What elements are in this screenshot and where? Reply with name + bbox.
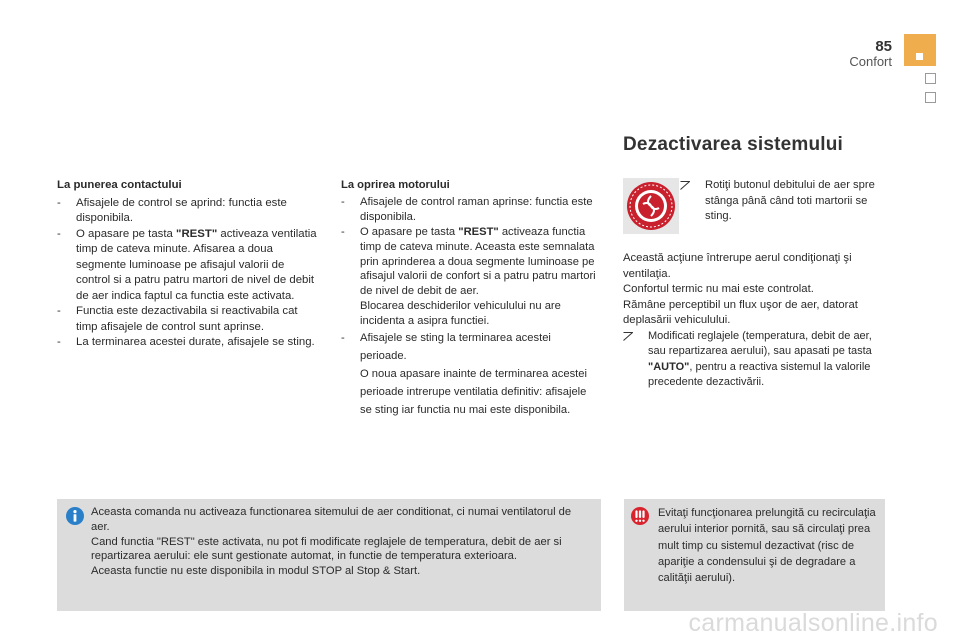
checkbox-bullet-icon [623, 332, 633, 341]
section-title: Dezactivarea sistemului [623, 134, 844, 155]
list-dash: - [341, 195, 345, 208]
watermark: carmanualsonline.info [688, 609, 938, 637]
instruction-block [680, 178, 880, 225]
key-label: "AUTO" [648, 360, 690, 373]
list-item [341, 195, 597, 225]
list-item-text: Afisajele de control raman aprinse: functia este disponibila. [360, 195, 593, 223]
section-name: Confort [849, 54, 892, 69]
list-dash: - [341, 332, 345, 345]
info-line: Aceasta comanda nu activeaza functionarea sitemului de aer conditionat, ci numai ventilatorul de aer. [91, 506, 572, 533]
list-item-text: O apasare pe tasta [360, 225, 459, 238]
list-dash: - [341, 225, 345, 238]
page-number: 85 [875, 38, 892, 55]
list-item-text: activeaza ventilatia timp de cateva minute. Afisarea a doua segmente luminoase pe afisajul valorii de control si a patru patru martori de nivel de debit de aer indica faptul ca functia este activata. [76, 227, 317, 302]
checkbox-bullet-icon [680, 181, 690, 190]
right-body [623, 251, 885, 391]
key-label: "REST" [176, 227, 218, 240]
list-item [57, 335, 319, 351]
list-item-extra: Blocarea deschiderilor vehiculului nu are incidenta a asipra functiei. [360, 300, 561, 328]
instruction-item [623, 329, 885, 391]
list-item-text: Afisajele se sting la terminarea acestei perioade. [360, 332, 551, 363]
info-text [91, 505, 591, 579]
paragraph: Rămâne perceptibil un flux uşor de aer, datorat deplasării vehiculului. [623, 298, 858, 326]
list-item-text: activeaza functia timp de cateva minute. Aceasta este semnalata prin aprinderea a doua segmente luminoase pe afisajul valorii de confort si a patru patru martori de nivel de debit de aer. [360, 225, 596, 298]
info-icon [66, 507, 84, 525]
paragraph: Confortul termic nu mai este controlat. [623, 283, 814, 295]
list-dash: - [57, 336, 61, 348]
list-item [57, 196, 319, 227]
list-item [341, 329, 597, 419]
key-label: "REST" [458, 225, 499, 238]
list-dash: - [57, 305, 61, 317]
list-dash: - [57, 227, 61, 240]
list-item [57, 304, 319, 335]
air-flow-knob-icon [623, 178, 679, 234]
chapter-tab-box [925, 73, 936, 84]
list-item [341, 225, 597, 329]
warning-box [624, 499, 885, 611]
left-column [57, 178, 319, 351]
list-item-text: Afisajele de control se aprind: functia este disponibila. [76, 196, 287, 224]
middle-column [341, 178, 597, 419]
list-item-text: La terminarea acestei durate, afisajele se sting. [76, 336, 315, 348]
list-item-text: O apasare pe tasta [76, 227, 177, 240]
info-line: Aceasta functie nu este disponibila in modul STOP al Stop & Start. [91, 565, 421, 578]
instruction-text: Modificati reglajele (temperatura, debit de aer, sau repartizarea aerului), sau apasati pe tasta [648, 329, 872, 358]
warning-icon [631, 507, 649, 525]
instruction-item [680, 178, 880, 225]
chapter-tab-box [925, 92, 936, 103]
info-box [57, 499, 601, 611]
list-item [57, 227, 319, 305]
chapter-tab-marker [916, 53, 923, 60]
left-heading: La punerea contactului [57, 179, 182, 191]
paragraph: Această acţiune întrerupe aerul condiţionaţi şi ventilaţia. [623, 252, 852, 280]
middle-heading: La oprirea motorului [341, 179, 450, 191]
warning-text: Evitaţi funcţionarea prelungită cu recirculaţia aerului interior pornită, sau să circulaţi prea mult timp cu sistemul dezactivat (risc de apariţie a condensului şi de degradare a calităţii aerului). [658, 507, 876, 585]
instruction-text: Rotiţi butonul debitului de aer spre stânga până când toti martorii se sting. [705, 179, 875, 222]
list-item-extra: O noua apasare inainte de terminarea acestei perioade intrerupe ventilatia definitiv: afisajele se sting iar functia nu mai este disponibila. [360, 368, 588, 417]
instruction-text: , pentru a reactiva sistemul la valorile precedente dezactivării. [648, 360, 871, 389]
list-item-text: Functia este dezactivabila si reactivabila cat timp afisajele de control sunt aprinse. [76, 305, 298, 333]
list-dash: - [57, 196, 61, 209]
chapter-tab-active [904, 34, 936, 66]
info-line: Cand functia "REST" este activata, nu pot fi modificate reglajele de temperatura, debit de aer si repartizarea aerului: ele sunt gestionate automat, in functie de temperatura exterioara. [91, 535, 562, 563]
